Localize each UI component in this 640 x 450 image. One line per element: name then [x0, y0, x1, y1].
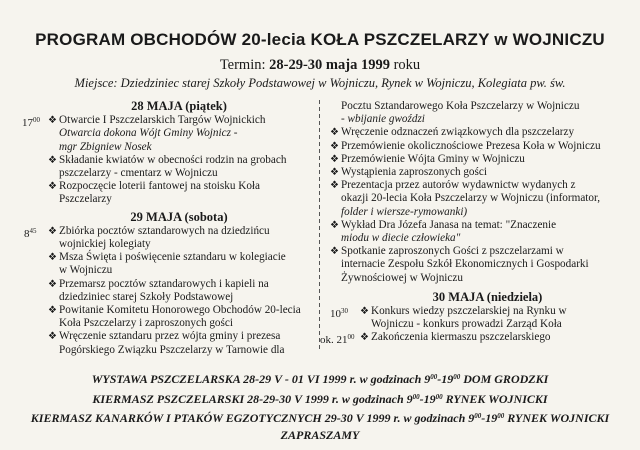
- day2-heading: 29 MAJA (sobota): [130, 209, 228, 224]
- bullet-icon: ❖: [330, 219, 339, 231]
- item-text: Składanie kwiatów w obecności rodzin na grobach: [59, 153, 287, 166]
- schedule-item: [330, 305, 615, 331]
- item-text: Przemówienie okolicznościowe Prezesa Koła w Wojniczu: [341, 139, 601, 152]
- term-dates: 28-29-30 maja 1999: [269, 57, 390, 73]
- bullet-icon: ❖: [48, 115, 57, 127]
- item-subtext: folder i wiersze-rymowanki): [341, 205, 468, 218]
- schedule-item: [48, 180, 310, 206]
- item-text: Powitanie Komitetu Honorowego Obchodów 20-lecia: [59, 304, 301, 317]
- column-divider: [319, 100, 320, 350]
- item-text: Rozpoczęcie loterii fantowej na stoisku Koła: [59, 180, 260, 193]
- schedule-item: [330, 126, 615, 139]
- time-label: [22, 114, 40, 130]
- schedule-item: [330, 245, 615, 285]
- item-subtext: Otwarcia dokona Wójt Gminy Wojnicz -: [59, 127, 238, 140]
- bullet-icon: ❖: [360, 332, 369, 344]
- item-subtext: Koła Pszczelarzy i zaproszonych gości: [59, 317, 233, 330]
- bullet-icon: ❖: [48, 225, 57, 237]
- bullet-icon: ❖: [48, 252, 57, 264]
- bullet-icon: ❖: [330, 246, 339, 258]
- time-minutes: 30: [341, 307, 348, 316]
- item-text: Spotkanie zaproszonych Gości z pszczelarzami w: [341, 245, 564, 258]
- item-subtext: Pogórskiego Związku Pszczelarzy w Tarnowie dla: [59, 343, 285, 356]
- item-subtext: Wojniczu - konkurs prowadzi Zarząd Koła: [371, 318, 562, 331]
- schedule-item: [330, 166, 615, 179]
- footer-bee-fair: KIERMASZ PSZCZELARSKI 28-29-30 V 1999 r. w godzinach $9^{00}-19^{00}$ RYNEK WOJNICKI: [92, 392, 548, 406]
- closing-invitation: ZAPRASZAMY: [280, 428, 360, 442]
- day3-heading: 30 MAJA (niedziela): [432, 289, 543, 304]
- item-text: Wręczenie sztandaru przez wójta gminy i prezesa: [59, 330, 281, 343]
- bullet-icon: ❖: [330, 153, 339, 165]
- item-text: Prezentacja przez autorów wydawnictw wydanych z: [341, 179, 576, 192]
- item-text: Zbiórka pocztów sztandarowych na dziedzińcu: [59, 224, 270, 237]
- continued-line: - wbijanie gwoździ: [341, 113, 425, 126]
- bullet-icon: ❖: [330, 140, 339, 152]
- day1-schedule: [22, 114, 310, 206]
- bullet-icon: ❖: [48, 331, 57, 343]
- item-subtext: mgr Zbigniew Nosek: [59, 140, 152, 153]
- item-subtext: wojnickiej kolegiaty: [59, 238, 151, 251]
- schedule-item: [330, 219, 615, 245]
- item-text: Przemarsz pocztów sztandarowych i kapieli na: [59, 277, 269, 290]
- schedule-item: [22, 114, 310, 154]
- time-value: 10: [330, 308, 341, 321]
- item-subtext: internacie Zespołu Szkół Ekonomicznych i Gospodarki: [341, 258, 589, 271]
- schedule-item: [48, 304, 310, 330]
- term-suffix: roku: [393, 57, 421, 73]
- schedule-item: [330, 179, 615, 219]
- schedule-item: [24, 224, 310, 251]
- schedule-item: [48, 330, 310, 356]
- time-minutes: 00: [347, 333, 355, 342]
- day1-heading: 28 MAJA (piątek): [131, 99, 227, 113]
- time-minutes: 00: [33, 116, 40, 125]
- time-value: 8: [24, 227, 30, 240]
- item-subtext: Żywnościowej w Wojniczu: [341, 271, 463, 284]
- continued-text: [330, 100, 615, 126]
- bullet-icon: ❖: [330, 167, 339, 179]
- bullet-icon: ❖: [330, 180, 339, 192]
- schedule-item: [330, 153, 615, 166]
- time-label: [330, 305, 348, 321]
- item-subtext: Pszczelarzy: [59, 193, 112, 206]
- item-text: Zakończenia kiermaszu pszczelarskiego: [371, 331, 551, 344]
- time-value: 17: [22, 117, 33, 130]
- item-subtext: okazji 20-lecia Koła Pszczelarzy w Wojniczu (informator,: [341, 192, 601, 205]
- time-value: ok. 21: [320, 334, 348, 347]
- item-subtext: w Wojniczu: [59, 264, 113, 277]
- schedule-item: [320, 331, 615, 347]
- continued-line: Pocztu Sztandarowego Koła Pszczelarzy w Wojniczu: [341, 100, 580, 112]
- time-label: [24, 225, 37, 241]
- day3-schedule: [320, 305, 615, 347]
- left-column: [22, 99, 310, 357]
- bullet-icon: ❖: [48, 278, 57, 290]
- item-subtext: miodu w diecie człowieka": [341, 232, 461, 245]
- schedule-item: [48, 154, 310, 180]
- day2-schedule: [24, 224, 310, 357]
- item-text: Otwarcie I Pszczelarskich Targów Wojnickich: [59, 114, 266, 127]
- item-text: Przemówienie Wójta Gminy w Wojniczu: [341, 152, 525, 165]
- time-label: [320, 331, 355, 347]
- bullet-icon: ❖: [330, 127, 339, 139]
- schedule-item: [48, 278, 310, 304]
- item-subtext: dziedziniec starej Szkoły Podstawowej: [59, 290, 234, 303]
- item-text: Wykład Dra Józefa Janasa na temat: "Znaczenie: [341, 218, 557, 231]
- page-title: PROGRAM OBCHODÓW 20-lecia KOŁA PSZCZELARZY w WOJNICZU: [35, 30, 605, 49]
- event-location: Miejsce: Dziedziniec starej Szkoły Podstawowej w Wojniczu, Rynek w Wojniczu, Kolegiata pw. św.: [74, 76, 566, 90]
- schedule-item: [330, 140, 615, 153]
- right-column: [320, 100, 615, 347]
- event-dates: [0, 57, 640, 74]
- bullet-icon: ❖: [48, 181, 57, 193]
- item-text: Konkurs wiedzy pszczelarskiej na Rynku w: [371, 305, 567, 318]
- time-minutes: 45: [29, 226, 37, 235]
- day2-schedule-continued: [330, 126, 615, 284]
- bullet-icon: ❖: [360, 306, 369, 318]
- item-text: Wystąpienia zaproszonych gości: [341, 166, 487, 179]
- bullet-icon: ❖: [48, 305, 57, 317]
- bullet-icon: ❖: [48, 154, 57, 166]
- footer-bird-fair: KIERMASZ KANARKÓW I PTAKÓW EGZOTYCZNYCH 29-30 V 1999 r. w godzinach $9^{00}-19^{00}$ RYNEK WOJNICKI: [30, 411, 610, 425]
- term-label: Termin:: [219, 57, 266, 73]
- item-subtext: pszczelarzy - cmentarz w Wojniczu: [59, 167, 218, 180]
- item-text: Msza Święta i poświęcenie sztandaru w kolegiacie: [59, 251, 286, 264]
- footer-exhibition: WYSTAWA PSZCZELARSKA 28-29 V - 01 VI 1999 r. w godzinach $9^{00}-19^{00}$ DOM GRODZKI: [91, 372, 549, 386]
- schedule-item: [48, 251, 310, 277]
- item-text: Wręczenie odznaczeń związkowych dla pszczelarzy: [341, 126, 575, 139]
